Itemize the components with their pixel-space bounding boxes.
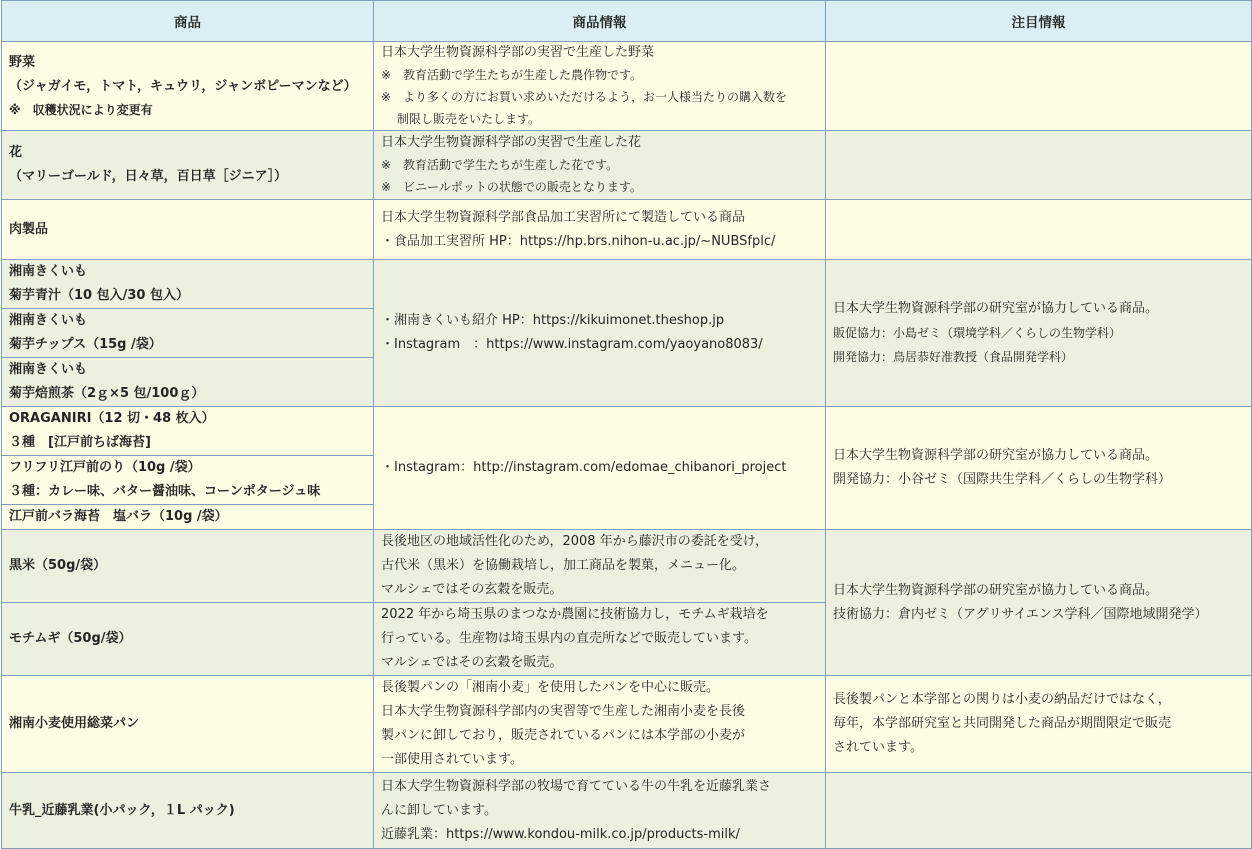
product-brand: 湘南きくいも <box>9 362 88 377</box>
info-link-text: 近藤乳業：https://www.kondou-milk.co.jp/products-milk/ <box>381 826 740 842</box>
product-name: 菊芋焙煎茶（2ｇ×5 包/100ｇ） <box>9 386 205 401</box>
info-text: 長後地区の地域活性化のため，2008 年から藤沢市の委託を受け， <box>381 534 769 549</box>
info-text: 日本大学生物資源科学部の牧場で育てている牛の牛乳を近藤乳業さ <box>381 778 772 794</box>
info-text: 行っている。生産物は埼玉県内の直売所などで販売しています。 <box>381 631 757 646</box>
info-link-text: ・食品加工実習所 HP：https://hp.brs.nihon-u.ac.jp/~NUBSfplc/ <box>381 233 776 249</box>
product-table <box>1 0 1252 849</box>
product-brand: 湘南きくいも <box>9 313 88 328</box>
product-name: 野菜 <box>9 55 36 70</box>
product-name: 江戸前バラ海苔 塩バラ（10g /袋） <box>9 509 228 524</box>
product-name: モチムギ（50g/袋） <box>9 631 132 646</box>
attention-cell <box>826 42 1252 131</box>
product-cell <box>2 676 374 773</box>
info-note: ※ 教育活動で学生たちが生産した農作物です。 <box>381 68 643 82</box>
table-row <box>2 42 1252 131</box>
product-detail: ３種：カレー味、バター醤油味、コーンポタージュ味 <box>9 484 321 499</box>
product-name: 花 <box>9 145 23 160</box>
product-cell <box>2 358 374 407</box>
info-note: ※ ビニールポットの状態での販売となります。 <box>381 180 642 194</box>
info-text: 日本大学生物資源科学部内の実習等で生産した湘南小麦を長後 <box>381 704 746 719</box>
attention-text: 開発協力：小谷ゼミ（国際共生学科／くらしの生物学科） <box>833 472 1172 487</box>
info-text: 2022 年から埼玉県のまつなか農園に技術協力し，モチムギ栽培を <box>381 607 769 622</box>
info-text: マルシェではその玄穀を販売。 <box>381 582 563 597</box>
attention-text: されています。 <box>833 740 923 755</box>
info-text: んに卸しています。 <box>381 802 497 818</box>
product-cell <box>2 456 374 505</box>
table-row <box>2 260 1252 309</box>
header-attention-info: 注目情報 <box>826 1 1252 42</box>
product-cell <box>2 407 374 456</box>
info-link-text: ・Instagram：http://instagram.com/edomae_chibanori_project <box>381 460 787 475</box>
product-cell <box>2 773 374 849</box>
product-cell <box>2 260 374 309</box>
attention-text: 日本大学生物資源科学部の研究室が協力している商品。 <box>833 448 1159 463</box>
table-row <box>2 773 1252 849</box>
attention-text: 日本大学生物資源科学部の研究室が協力している商品。 <box>833 301 1159 316</box>
header-row <box>2 1 1252 42</box>
product-brand: 湘南きくいも <box>9 264 88 279</box>
info-cell <box>374 131 826 200</box>
info-cell <box>374 260 826 407</box>
info-text: 一部使用されています。 <box>381 752 523 767</box>
product-name: ORAGANIRI（12 切・48 枚入） <box>9 411 215 426</box>
table-row <box>2 131 1252 200</box>
info-note: ※ より多くの方にお買い求めいただけるよう，お一人様当たりの購入数を <box>381 90 788 104</box>
attention-cell <box>826 131 1252 200</box>
attention-cell <box>826 260 1252 407</box>
product-cell <box>2 42 374 131</box>
info-cell <box>374 200 826 260</box>
attention-text: 開発協力：鳥居恭好准教授（食品開発学科） <box>833 350 1074 364</box>
product-name: 湘南小麦使用総菜パン <box>9 716 140 731</box>
product-cell <box>2 530 374 603</box>
info-note: ※ 教育活動で学生たちが生産した花です。 <box>381 158 619 172</box>
table-row <box>2 676 1252 773</box>
product-cell <box>2 309 374 358</box>
product-cell <box>2 131 374 200</box>
info-cell <box>374 603 826 676</box>
product-name: 菊芋青汁（10 包入/30 包入） <box>9 288 189 303</box>
info-cell <box>374 676 826 773</box>
product-name: 牛乳_近藤乳業(小パック，１L パック) <box>9 802 235 818</box>
info-text: 日本大学生物資源科学部の実習で生産した野菜 <box>381 45 655 60</box>
attention-text: 販促協力：小島ゼミ（環境学科／くらしの生物学科） <box>833 326 1122 340</box>
info-text: 古代米（黒米）を協働栽培し，加工商品を製菓，メニュー化。 <box>381 558 746 573</box>
info-text: 日本大学生物資源科学部の実習で生産した花 <box>381 135 642 150</box>
attention-cell <box>826 676 1252 773</box>
attention-text: 日本大学生物資源科学部の研究室が協力している商品。 <box>833 582 1159 598</box>
info-link-text: ・湘南きくいも紹介 HP：https://kikuimonet.theshop.jp <box>381 313 725 328</box>
info-text: 製パンに卸しており，販売されているパンには本学部の小麦が <box>381 728 746 743</box>
info-link-text: ・Instagram ：https://www.instagram.com/yaoyano8083/ <box>381 337 763 352</box>
product-cell <box>2 505 374 530</box>
product-note: ※ 収穫状況により変更有 <box>9 103 153 117</box>
attention-text: 毎年，本学部研究室と共同開発した商品が期間限定で販売 <box>833 716 1172 731</box>
attention-cell <box>826 407 1252 530</box>
product-name: 肉製品 <box>9 221 49 237</box>
info-text: 長後製パンの「湘南小麦」を使用したパンを中心に販売。 <box>381 680 720 695</box>
info-text: マルシェではその玄穀を販売。 <box>381 655 563 670</box>
product-name: 菊芋チップス（15g /袋） <box>9 337 162 352</box>
info-cell <box>374 407 826 530</box>
header-product-info: 商品情報 <box>374 1 826 42</box>
table-row <box>2 530 1252 603</box>
product-detail: ３種 [江戸前ちば海苔] <box>9 435 151 450</box>
product-name: 黒米（50g/袋） <box>9 558 107 573</box>
product-detail: （ジャガイモ，トマト，キュウリ，ジャンボピーマンなど） <box>9 79 357 94</box>
attention-cell <box>826 773 1252 849</box>
attention-cell <box>826 200 1252 260</box>
header-product: 商品 <box>2 1 374 42</box>
product-name: フリフリ江戸前のり（10g /袋） <box>9 460 201 475</box>
product-detail: （マリーゴールド，日々草，百日草［ジニア］） <box>9 169 288 184</box>
table-row <box>2 200 1252 260</box>
info-note: 制限し販売をいたします。 <box>397 112 541 126</box>
info-cell <box>374 42 826 131</box>
table-row <box>2 407 1252 456</box>
info-cell <box>374 773 826 849</box>
info-text: 日本大学生物資源科学部食品加工実習所にて製造している商品 <box>381 209 746 225</box>
product-cell <box>2 200 374 260</box>
attention-text: 長後製パンと本学部との関りは小麦の納品だけではなく， <box>833 692 1171 707</box>
product-cell <box>2 603 374 676</box>
attention-cell <box>826 530 1252 676</box>
attention-text: 技術協力：倉内ゼミ（アグリサイエンス学科／国際地域開発学） <box>833 606 1208 622</box>
info-cell <box>374 530 826 603</box>
